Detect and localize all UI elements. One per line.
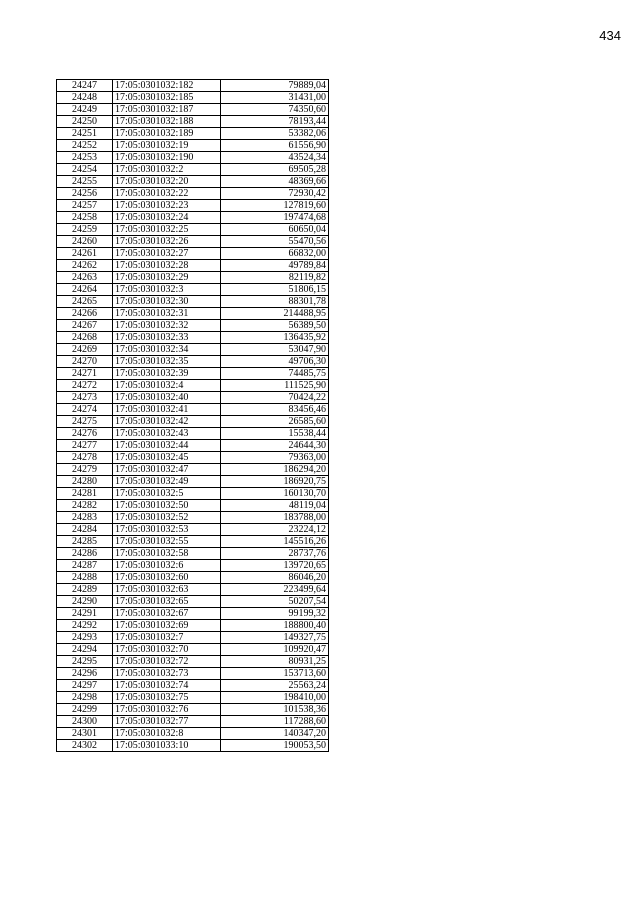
row-number-cell: 24289 (57, 584, 113, 596)
cadastral-number-cell: 17:05:0301032:73 (113, 668, 221, 680)
cadastral-number-cell: 17:05:0301032:2 (113, 164, 221, 176)
cadastral-number-cell: 17:05:0301032:50 (113, 500, 221, 512)
table-row (57, 476, 329, 488)
cadastral-number-cell: 17:05:0301032:23 (113, 200, 221, 212)
cadastral-value-cell: 48369,66 (221, 176, 329, 188)
cadastral-number-cell: 17:05:0301032:35 (113, 356, 221, 368)
row-number-cell: 24300 (57, 716, 113, 728)
row-number-cell: 24283 (57, 512, 113, 524)
row-number-cell: 24247 (57, 80, 113, 92)
row-number-cell: 24268 (57, 332, 113, 344)
table-row (57, 548, 329, 560)
cadastral-number-cell: 17:05:0301032:4 (113, 380, 221, 392)
table-row (57, 428, 329, 440)
cadastral-number-cell: 17:05:0301032:55 (113, 536, 221, 548)
table-row (57, 644, 329, 656)
cadastral-value-cell: 53382,06 (221, 128, 329, 140)
cadastral-value-cell: 53047,90 (221, 344, 329, 356)
table-row (57, 224, 329, 236)
table-row (57, 296, 329, 308)
table-row (57, 248, 329, 260)
cadastral-value-cell: 86046,20 (221, 572, 329, 584)
cadastral-number-cell: 17:05:0301032:33 (113, 332, 221, 344)
cadastral-number-cell: 17:05:0301032:24 (113, 212, 221, 224)
cadastral-value-cell: 72930,42 (221, 188, 329, 200)
cadastral-value-cell: 78193,44 (221, 116, 329, 128)
row-number-cell: 24298 (57, 692, 113, 704)
cadastral-number-cell: 17:05:0301032:70 (113, 644, 221, 656)
cadastral-number-cell: 17:05:0301032:39 (113, 368, 221, 380)
row-number-cell: 24282 (57, 500, 113, 512)
cadastral-value-cell: 186920,75 (221, 476, 329, 488)
cadastral-number-cell: 17:05:0301032:58 (113, 548, 221, 560)
cadastral-value-cell: 74485,75 (221, 368, 329, 380)
row-number-cell: 24275 (57, 416, 113, 428)
cadastral-value-cell: 188800,40 (221, 620, 329, 632)
cadastral-value-cell: 80931,25 (221, 656, 329, 668)
cadastral-value-cell: 83456,46 (221, 404, 329, 416)
row-number-cell: 24263 (57, 272, 113, 284)
cadastral-number-cell: 17:05:0301032:75 (113, 692, 221, 704)
table-row (57, 356, 329, 368)
cadastral-number-cell: 17:05:0301032:69 (113, 620, 221, 632)
cadastral-number-cell: 17:05:0301033:10 (113, 740, 221, 752)
row-number-cell: 24288 (57, 572, 113, 584)
cadastral-value-cell: 214488,95 (221, 308, 329, 320)
cadastral-number-cell: 17:05:0301032:45 (113, 452, 221, 464)
table-row (57, 740, 329, 752)
table-row (57, 392, 329, 404)
cadastral-value-cell: 140347,20 (221, 728, 329, 740)
table-row (57, 716, 329, 728)
row-number-cell: 24254 (57, 164, 113, 176)
cadastral-value-cell: 127819,60 (221, 200, 329, 212)
row-number-cell: 24299 (57, 704, 113, 716)
row-number-cell: 24251 (57, 128, 113, 140)
row-number-cell: 24258 (57, 212, 113, 224)
cadastral-number-cell: 17:05:0301032:52 (113, 512, 221, 524)
page-number: 434 (599, 28, 621, 43)
cadastral-number-cell: 17:05:0301032:26 (113, 236, 221, 248)
cadastral-value-cell: 153713,60 (221, 668, 329, 680)
cadastral-value-cell: 79889,04 (221, 80, 329, 92)
cadastral-number-cell: 17:05:0301032:187 (113, 104, 221, 116)
table-row (57, 332, 329, 344)
row-number-cell: 24257 (57, 200, 113, 212)
cadastral-number-cell: 17:05:0301032:30 (113, 296, 221, 308)
row-number-cell: 24252 (57, 140, 113, 152)
table-row (57, 152, 329, 164)
table-row (57, 140, 329, 152)
table-row (57, 104, 329, 116)
cadastral-value-cell: 190053,50 (221, 740, 329, 752)
row-number-cell: 24255 (57, 176, 113, 188)
cadastral-number-cell: 17:05:0301032:44 (113, 440, 221, 452)
table-row (57, 632, 329, 644)
cadastral-value-cell: 50207,54 (221, 596, 329, 608)
row-number-cell: 24277 (57, 440, 113, 452)
cadastral-value-cell: 15538,44 (221, 428, 329, 440)
table-row (57, 284, 329, 296)
cadastral-number-cell: 17:05:0301032:43 (113, 428, 221, 440)
row-number-cell: 24274 (57, 404, 113, 416)
row-number-cell: 24267 (57, 320, 113, 332)
table-row (57, 272, 329, 284)
cadastral-number-cell: 17:05:0301032:5 (113, 488, 221, 500)
cadastral-value-cell: 160130,70 (221, 488, 329, 500)
row-number-cell: 24278 (57, 452, 113, 464)
row-number-cell: 24265 (57, 296, 113, 308)
row-number-cell: 24281 (57, 488, 113, 500)
cadastral-number-cell: 17:05:0301032:67 (113, 608, 221, 620)
cadastral-value-cell: 145516,26 (221, 536, 329, 548)
table-row (57, 452, 329, 464)
table-row (57, 608, 329, 620)
row-number-cell: 24284 (57, 524, 113, 536)
cadastral-value-cell: 56389,50 (221, 320, 329, 332)
cadastral-number-cell: 17:05:0301032:28 (113, 260, 221, 272)
cadastral-number-cell: 17:05:0301032:3 (113, 284, 221, 296)
cadastral-value-cell: 49789,84 (221, 260, 329, 272)
cadastral-value-cell: 88301,78 (221, 296, 329, 308)
table-row (57, 308, 329, 320)
row-number-cell: 24250 (57, 116, 113, 128)
cadastral-value-cell: 43524,34 (221, 152, 329, 164)
cadastral-number-cell: 17:05:0301032:185 (113, 92, 221, 104)
cadastral-number-cell: 17:05:0301032:29 (113, 272, 221, 284)
row-number-cell: 24276 (57, 428, 113, 440)
cadastral-value-cell: 74350,60 (221, 104, 329, 116)
table-row (57, 620, 329, 632)
cadastral-value-cell: 136435,92 (221, 332, 329, 344)
cadastral-number-cell: 17:05:0301032:42 (113, 416, 221, 428)
cadastral-number-cell: 17:05:0301032:189 (113, 128, 221, 140)
cadastral-value-cell: 223499,64 (221, 584, 329, 596)
cadastral-number-cell: 17:05:0301032:32 (113, 320, 221, 332)
cadastral-number-cell: 17:05:0301032:60 (113, 572, 221, 584)
row-number-cell: 24273 (57, 392, 113, 404)
cadastral-number-cell: 17:05:0301032:40 (113, 392, 221, 404)
row-number-cell: 24272 (57, 380, 113, 392)
row-number-cell: 24293 (57, 632, 113, 644)
table-row (57, 404, 329, 416)
table-row (57, 236, 329, 248)
table-row (57, 524, 329, 536)
cadastral-number-cell: 17:05:0301032:49 (113, 476, 221, 488)
row-number-cell: 24286 (57, 548, 113, 560)
row-number-cell: 24262 (57, 260, 113, 272)
cadastral-value-cell: 28737,76 (221, 548, 329, 560)
cadastral-number-cell: 17:05:0301032:47 (113, 464, 221, 476)
row-number-cell: 24280 (57, 476, 113, 488)
table-row (57, 728, 329, 740)
cadastral-value-cell: 49706,30 (221, 356, 329, 368)
table-row (57, 668, 329, 680)
cadastral-number-cell: 17:05:0301032:22 (113, 188, 221, 200)
cadastral-number-cell: 17:05:0301032:6 (113, 560, 221, 572)
cadastral-number-cell: 17:05:0301032:72 (113, 656, 221, 668)
cadastral-value-cell: 109920,47 (221, 644, 329, 656)
cadastral-value-cell: 111525,90 (221, 380, 329, 392)
cadastral-number-cell: 17:05:0301032:20 (113, 176, 221, 188)
cadastral-number-cell: 17:05:0301032:74 (113, 680, 221, 692)
cadastral-value-cell: 66832,00 (221, 248, 329, 260)
row-number-cell: 24292 (57, 620, 113, 632)
row-number-cell: 24290 (57, 596, 113, 608)
cadastral-value-cell: 79363,00 (221, 452, 329, 464)
cadastral-number-cell: 17:05:0301032:41 (113, 404, 221, 416)
cadastral-value-cell: 183788,00 (221, 512, 329, 524)
table-row (57, 128, 329, 140)
cadastral-number-cell: 17:05:0301032:188 (113, 116, 221, 128)
cadastral-value-cell: 48119,04 (221, 500, 329, 512)
cadastral-value-cell: 25563,24 (221, 680, 329, 692)
table-row (57, 212, 329, 224)
cadastral-value-cell: 197474,68 (221, 212, 329, 224)
cadastral-value-cell: 99199,32 (221, 608, 329, 620)
table-row (57, 584, 329, 596)
table-row (57, 164, 329, 176)
cadastral-value-cell: 51806,15 (221, 284, 329, 296)
row-number-cell: 24296 (57, 668, 113, 680)
cadastral-value-cell: 55470,56 (221, 236, 329, 248)
cadastral-value-cell: 24644,30 (221, 440, 329, 452)
cadastral-number-cell: 17:05:0301032:65 (113, 596, 221, 608)
table-row (57, 344, 329, 356)
table-row (57, 440, 329, 452)
cadastral-number-cell: 17:05:0301032:63 (113, 584, 221, 596)
row-number-cell: 24301 (57, 728, 113, 740)
table-row (57, 416, 329, 428)
row-number-cell: 24248 (57, 92, 113, 104)
row-number-cell: 24279 (57, 464, 113, 476)
table-row (57, 92, 329, 104)
table-row (57, 116, 329, 128)
cadastral-value-cell: 82119,82 (221, 272, 329, 284)
row-number-cell: 24291 (57, 608, 113, 620)
cadastral-number-cell: 17:05:0301032:182 (113, 80, 221, 92)
table-row (57, 368, 329, 380)
table-row (57, 500, 329, 512)
row-number-cell: 24261 (57, 248, 113, 260)
table-row (57, 656, 329, 668)
cadastral-number-cell: 17:05:0301032:76 (113, 704, 221, 716)
cadastral-number-cell: 17:05:0301032:27 (113, 248, 221, 260)
table-row (57, 176, 329, 188)
table-row (57, 260, 329, 272)
row-number-cell: 24259 (57, 224, 113, 236)
row-number-cell: 24264 (57, 284, 113, 296)
cadastral-number-cell: 17:05:0301032:77 (113, 716, 221, 728)
table-row (57, 704, 329, 716)
cadastral-value-cell: 149327,75 (221, 632, 329, 644)
row-number-cell: 24249 (57, 104, 113, 116)
cadastral-value-cell: 70424,22 (221, 392, 329, 404)
cadastral-number-cell: 17:05:0301032:8 (113, 728, 221, 740)
cadastral-value-cell: 139720,65 (221, 560, 329, 572)
table-row (57, 464, 329, 476)
cadastral-number-cell: 17:05:0301032:190 (113, 152, 221, 164)
cadastral-value-cell: 69505,28 (221, 164, 329, 176)
row-number-cell: 24285 (57, 536, 113, 548)
cadastral-value-cell: 198410,00 (221, 692, 329, 704)
cadastral-number-cell: 17:05:0301032:31 (113, 308, 221, 320)
table-row (57, 188, 329, 200)
cadastral-value-cell: 101538,36 (221, 704, 329, 716)
row-number-cell: 24287 (57, 560, 113, 572)
cadastral-value-cell: 61556,90 (221, 140, 329, 152)
table-row (57, 692, 329, 704)
row-number-cell: 24266 (57, 308, 113, 320)
row-number-cell: 24269 (57, 344, 113, 356)
table-row (57, 680, 329, 692)
row-number-cell: 24253 (57, 152, 113, 164)
row-number-cell: 24297 (57, 680, 113, 692)
cadastral-number-cell: 17:05:0301032:7 (113, 632, 221, 644)
row-number-cell: 24270 (57, 356, 113, 368)
table-row (57, 596, 329, 608)
cadastral-number-cell: 17:05:0301032:25 (113, 224, 221, 236)
table-row (57, 200, 329, 212)
cadastral-value-table (56, 79, 329, 752)
table-row (57, 380, 329, 392)
table-row (57, 320, 329, 332)
cadastral-value-cell: 117288,60 (221, 716, 329, 728)
table-row (57, 560, 329, 572)
cadastral-number-cell: 17:05:0301032:34 (113, 344, 221, 356)
row-number-cell: 24294 (57, 644, 113, 656)
table-row (57, 536, 329, 548)
cadastral-number-cell: 17:05:0301032:19 (113, 140, 221, 152)
cadastral-value-cell: 26585,60 (221, 416, 329, 428)
table-row (57, 488, 329, 500)
row-number-cell: 24260 (57, 236, 113, 248)
row-number-cell: 24256 (57, 188, 113, 200)
cadastral-value-cell: 23224,12 (221, 524, 329, 536)
row-number-cell: 24271 (57, 368, 113, 380)
cadastral-value-cell: 31431,00 (221, 92, 329, 104)
cadastral-value-cell: 186294,20 (221, 464, 329, 476)
row-number-cell: 24302 (57, 740, 113, 752)
table-body (57, 80, 329, 752)
cadastral-value-cell: 60650,04 (221, 224, 329, 236)
table-row (57, 512, 329, 524)
table-row (57, 80, 329, 92)
cadastral-number-cell: 17:05:0301032:53 (113, 524, 221, 536)
table-row (57, 572, 329, 584)
row-number-cell: 24295 (57, 656, 113, 668)
